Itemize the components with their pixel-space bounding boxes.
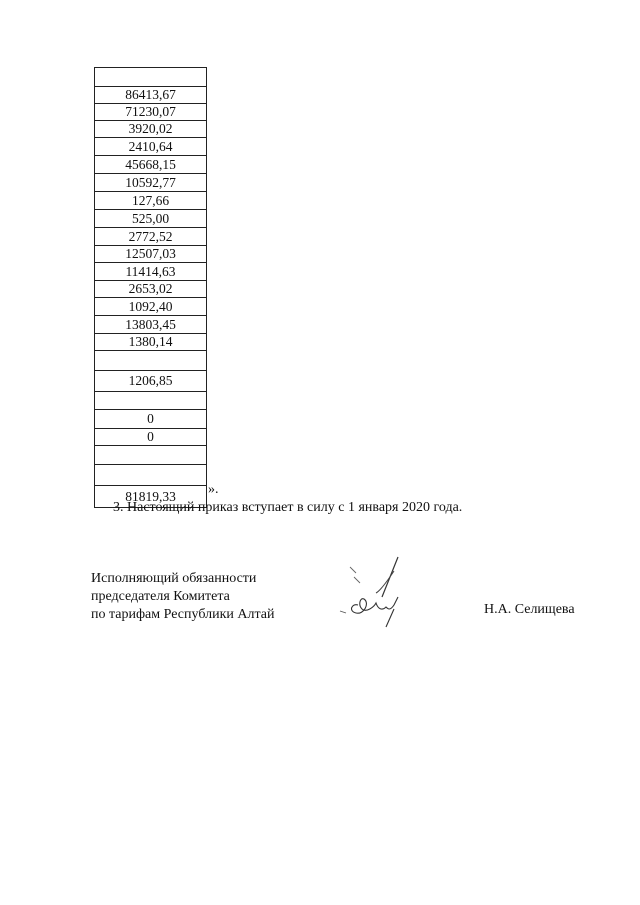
table-cell: 2410,64: [95, 138, 206, 156]
closing-quote: ».: [208, 482, 219, 497]
table-cell: 1092,40: [95, 298, 206, 316]
signatory-line-3: по тарифам Республики Алтай: [91, 607, 275, 622]
table-cell: [95, 465, 206, 486]
handwritten-signature: [336, 553, 416, 633]
table-cell: 2772,52: [95, 228, 206, 246]
table-cell: 10592,77: [95, 174, 206, 192]
values-table: [94, 67, 207, 508]
signatory-name: Н.А. Селищева: [484, 602, 575, 617]
signatory-line-2: председателя Комитета: [91, 589, 230, 604]
table-cell: 0: [95, 410, 206, 429]
table-cell: 0: [95, 429, 206, 446]
signatory-line-1: Исполняющий обязанности: [91, 571, 257, 586]
table-cell: [95, 351, 206, 371]
table-cell: 525,00: [95, 210, 206, 228]
table-cell: 1380,14: [95, 334, 206, 351]
table-cell: 2653,02: [95, 281, 206, 298]
table-cell: 45668,15: [95, 156, 206, 174]
table-cell-total: 81819,33: [95, 486, 206, 508]
table-cell: 127,66: [95, 192, 206, 210]
table-cell: [95, 446, 206, 465]
table-cell: [95, 68, 206, 87]
table-cell: 86413,67: [95, 87, 206, 104]
table-cell: 12507,03: [95, 246, 206, 263]
table-cell: 71230,07: [95, 104, 206, 121]
table-cell: 1206,85: [95, 371, 206, 392]
table-cell: 3920,02: [95, 121, 206, 138]
signatory-title: [91, 570, 274, 624]
table-cell: [95, 392, 206, 410]
table-cell: 13803,45: [95, 316, 206, 334]
table-cell: 11414,63: [95, 263, 206, 281]
paragraph-3: 3. Настоящий приказ вступает в силу с 1 января 2020 года.: [113, 500, 463, 515]
